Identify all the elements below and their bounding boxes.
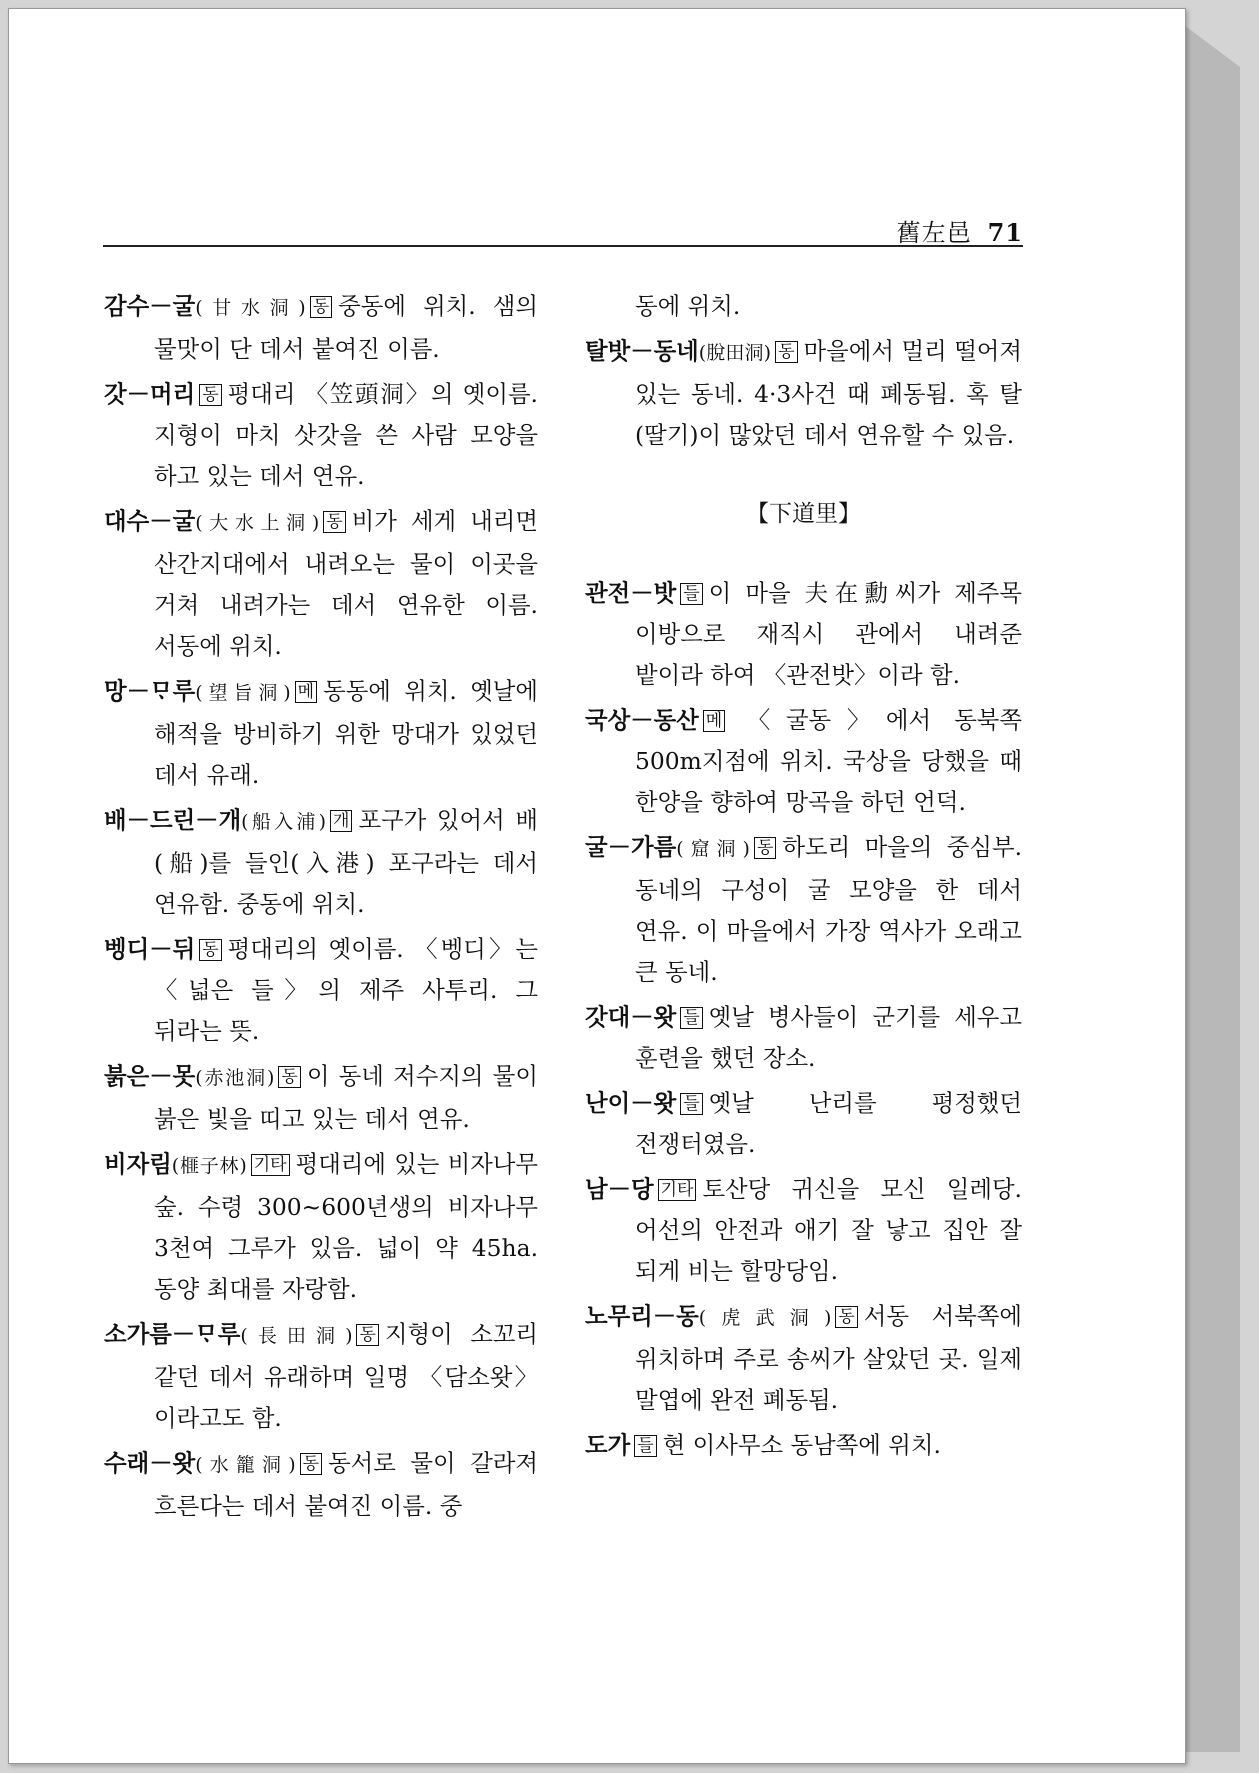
entry-hanja: (長田洞) — [240, 1325, 353, 1347]
dictionary-entry — [585, 1083, 1022, 1165]
category-tag: 동 — [199, 939, 221, 961]
entry-text: 서동 서북쪽에 위치하며 주로 송씨가 살았던 곳. 일제 말엽에 완전 폐동됨. — [635, 1302, 1022, 1414]
entry-text: 평대리의 옛이름. 〈벵디〉는 〈넓은 들〉의 제주 사투리. 그 뒤라는 뜻. — [154, 935, 538, 1045]
entry-term: 도가 — [585, 1431, 631, 1459]
section-heading: 【下道里】 — [746, 501, 861, 527]
entry-term: 망－ᄆᆞ루 — [104, 677, 196, 705]
right-column — [585, 286, 1022, 1470]
entry-term: 벵디－뒤 — [104, 935, 196, 963]
dictionary-entry — [585, 1169, 1022, 1292]
entry-text: 비가 세게 내리면 산간지대에서 내려오는 물이 이곳을 거쳐 내려가는 데서 연유한 이름. 서동에 위치. — [154, 507, 538, 660]
left-column — [104, 286, 538, 1531]
entry-text: 평대리에 있는 비자나무 숲. 수령 300~600년생의 비자나무 3천여 그루가 있음. 넓이 약 45ha. 동양 최대를 자랑함. — [154, 1150, 538, 1303]
category-tag: 메 — [703, 710, 725, 732]
entry-text: 옛날 난리를 평정했던 전쟁터였음. — [635, 1089, 1022, 1158]
category-tag: 동 — [199, 384, 221, 406]
entry-text: 〈굴동〉에서 동북쪽 500m지점에 위치. 국상을 당했을 때 한양을 향하여 망곡을 하던 언덕. — [635, 706, 1022, 816]
dictionary-entry — [104, 286, 538, 370]
entry-term: 굴－가름 — [585, 833, 677, 861]
entry-hanja: (船入浦) — [241, 811, 327, 833]
dictionary-entry — [585, 1296, 1022, 1421]
category-tag: 들 — [634, 1435, 656, 1457]
entry-text: 이 마을 夫在勳씨가 제주목 이방으로 재직시 관에서 내려준 밭이라 하여 〈관전밧〉이라 함. — [635, 579, 1022, 689]
entry-term: 감수－굴 — [104, 292, 196, 320]
category-tag: 개 — [330, 810, 352, 832]
dictionary-entry — [585, 1425, 1022, 1466]
entry-hanja: (赤池洞) — [195, 1067, 275, 1089]
entry-term: 남－당 — [585, 1175, 654, 1203]
entry-hanja: (窟洞) — [676, 838, 750, 860]
category-tag: 들 — [680, 1093, 702, 1115]
entry-text: 토산당 귀신을 모신 일레당. 어선의 안전과 애기 잘 낳고 집안 잘 되게 비는 할망당임. — [635, 1175, 1022, 1285]
entry-text: 동서로 물이 갈라져 흐른다는 데서 붙여진 이름. 중 — [154, 1449, 538, 1520]
entry-text: 평대리 〈笠頭洞〉의 옛이름. 지형이 마치 삿갓을 쓴 사람 모양을 하고 있는 데서 연유. — [154, 380, 538, 490]
entry-hanja: (榧子林) — [171, 1155, 247, 1177]
category-tag: 동 — [300, 1453, 322, 1475]
entry-term: 배－드린－개 — [104, 806, 242, 834]
category-tag: 기타 — [251, 1154, 290, 1176]
entry-text: 이 동네 저수지의 물이 붉은 빛을 띠고 있는 데서 연유. — [154, 1062, 538, 1133]
entry-term: 갓－머리 — [104, 380, 196, 408]
category-tag: 메 — [295, 681, 317, 703]
category-tag: 들 — [680, 583, 702, 605]
dictionary-entry — [585, 827, 1022, 993]
entry-hanja: (水籠洞) — [195, 1454, 296, 1476]
entry-hanja: (脫田洞) — [698, 342, 772, 364]
entry-term: 대수－굴 — [104, 507, 196, 535]
running-title — [897, 213, 1023, 248]
section-title: 舊左邑 — [896, 219, 972, 247]
dictionary-entry — [585, 573, 1022, 696]
entry-term: 탈밧－동네 — [585, 337, 699, 365]
entry-text: 옛날 병사들이 군기를 세우고 훈련을 했던 장소. — [635, 1003, 1022, 1072]
category-tag: 기타 — [658, 1179, 697, 1201]
entry-hanja: (大水上洞) — [195, 512, 320, 534]
page-number: 71 — [987, 218, 1023, 247]
entry-hanja: (望旨洞) — [195, 682, 291, 704]
category-tag: 동 — [310, 296, 332, 318]
entry-hanja: (虎武洞) — [698, 1307, 832, 1329]
dictionary-entry — [104, 671, 538, 796]
entry-term: 소가름－ᄆᆞ루 — [104, 1320, 241, 1348]
entry-text: 동에 위치. — [635, 292, 741, 320]
dictionary-entry — [104, 1314, 538, 1439]
running-header — [103, 209, 1023, 247]
dictionary-entry — [104, 1443, 538, 1527]
entry-term: 관전－밧 — [585, 579, 677, 607]
entry-term: 수래－왓 — [104, 1449, 196, 1477]
dictionary-entry — [104, 501, 538, 667]
category-tag: 동 — [754, 837, 776, 859]
category-tag: 동 — [356, 1324, 378, 1346]
entry-term: 갓대－왓 — [585, 1003, 677, 1031]
entry-text: 하도리 마을의 중심부. 동네의 구성이 굴 모양을 한 데서 연유. 이 마을에서 가장 역사가 오래고 큰 동네. — [635, 833, 1023, 986]
dictionary-entry — [585, 997, 1022, 1079]
entry-term: 붉은－못 — [104, 1062, 196, 1090]
entry-term: 노무리－동 — [585, 1302, 699, 1330]
entry-term: 국상－동산 — [585, 706, 699, 734]
dictionary-entry — [104, 374, 538, 497]
entry-text: 마을에서 멀리 떨어져 있는 동네. 4·3사건 때 폐동됨. 혹 탈(딸기)이 많았던 데서 연유할 수 있음. — [635, 337, 1022, 449]
entry-term: 비자림 — [104, 1150, 172, 1178]
entry-text: 지형이 소꼬리 같던 데서 유래하며 일명 〈담소왓〉이라고도 함. — [154, 1320, 538, 1432]
category-tag: 들 — [680, 1007, 702, 1029]
right-column-entries-bottom — [585, 573, 1022, 1466]
dictionary-entry — [104, 1144, 538, 1310]
dictionary-entry — [104, 1056, 538, 1140]
entry-text: 중동에 위치. 샘의 물맛이 단 데서 붙여진 이름. — [154, 292, 538, 363]
category-tag: 동 — [835, 1306, 857, 1328]
page-stack-edge — [1180, 22, 1240, 1752]
category-tag: 동 — [323, 511, 345, 533]
category-tag: 동 — [775, 341, 797, 363]
right-column-entries-top — [585, 286, 1022, 456]
dictionary-entry — [585, 331, 1022, 456]
dictionary-entry — [104, 929, 538, 1052]
dictionary-entry — [585, 700, 1022, 823]
entry-text: 포구가 있어서 배(船)를 들인(入港) 포구라는 데서 연유함. 중동에 위치. — [154, 806, 538, 918]
entry-hanja: (甘水洞) — [195, 297, 306, 319]
dictionary-entry — [104, 800, 538, 925]
dictionary-entry — [585, 286, 1022, 327]
entry-text: 동동에 위치. 옛날에 해적을 방비하기 위한 망대가 있었던 데서 유래. — [154, 677, 539, 789]
entry-text: 현 이사무소 동남쪽에 위치. — [662, 1431, 941, 1459]
category-tag: 동 — [278, 1066, 300, 1088]
entry-term: 난이－왓 — [585, 1089, 677, 1117]
